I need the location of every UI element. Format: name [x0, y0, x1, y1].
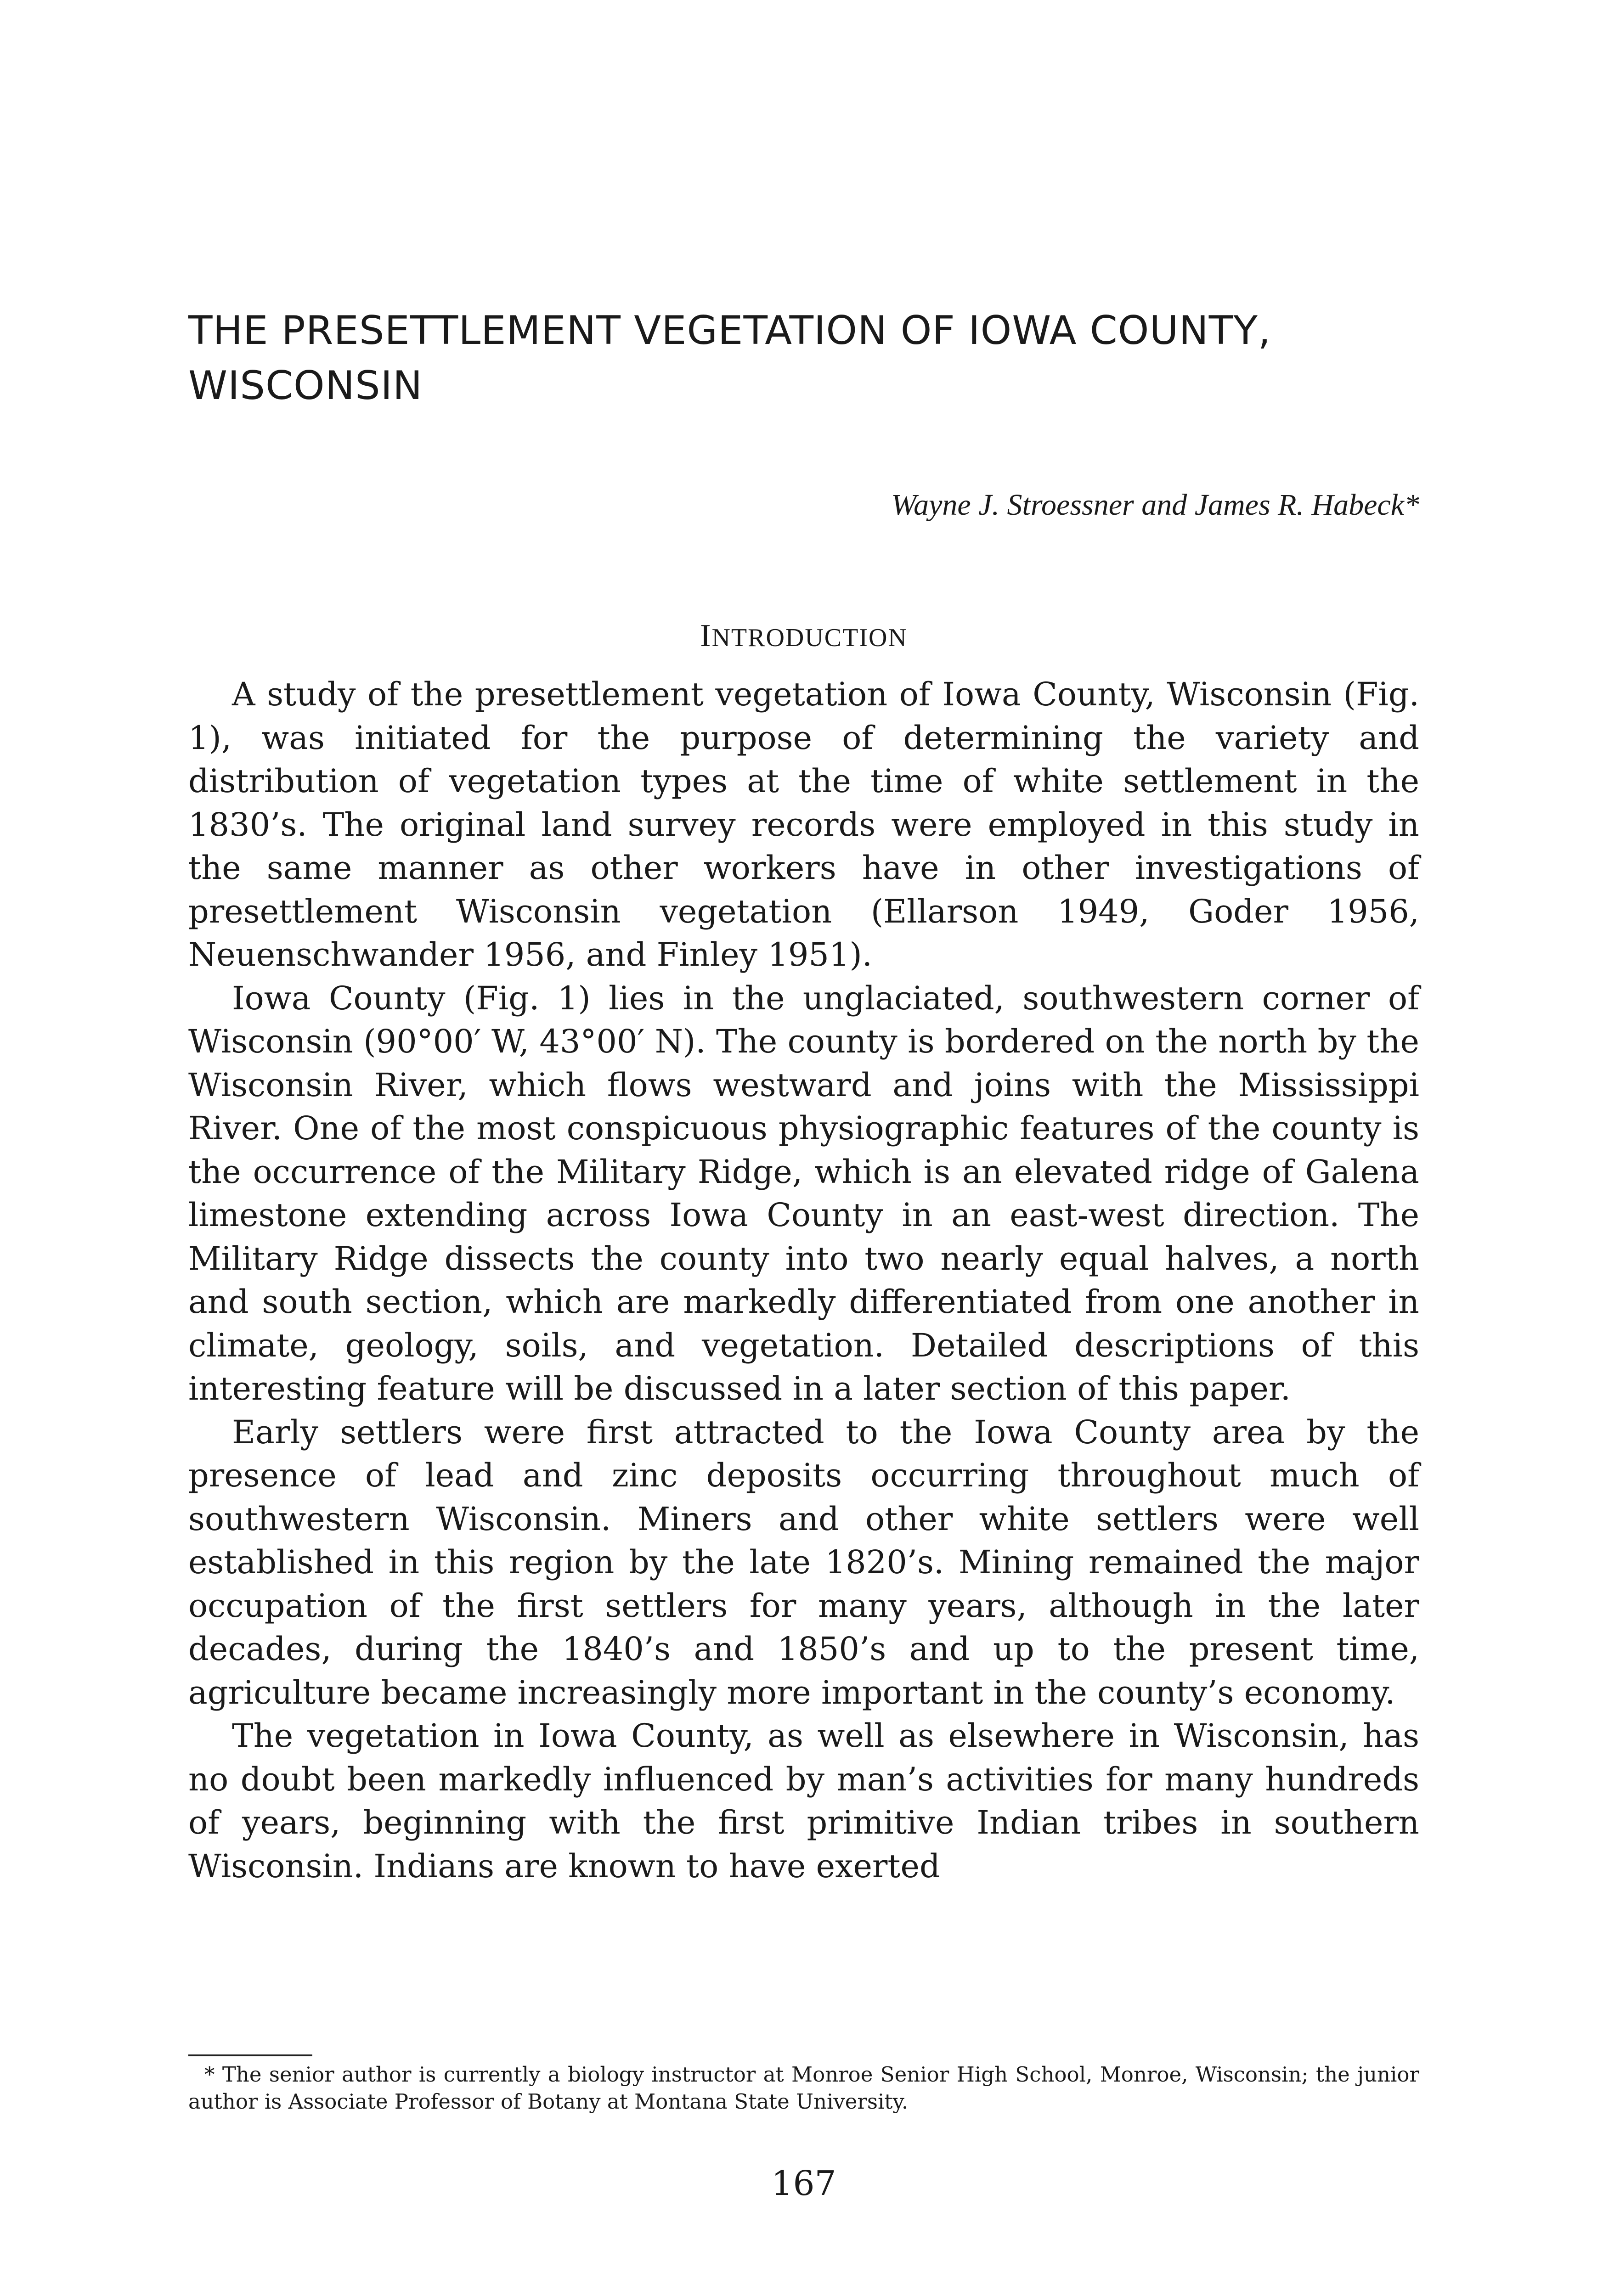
body-text — [188, 673, 1419, 1888]
body-paragraph: Iowa County (Fig. 1) lies in the unglaciated, southwestern corner of Wisconsin (90°00′ W, 43°00′ N). The county is bordered on the north by the Wisconsin River, which flows westward and joins with the Mississippi River. One of the most conspicuous physiographic features of the county is the occurrence of the Military Ridge, which is an elevated ridge of Galena limestone extending across Iowa County in an east-west direction. The Military Ridge dissects the county into two nearly equal halves, a north and south section, which are markedly differentiated from one another in climate, geology, soils, and vegetation. Detailed descriptions of this interesting feature will be discussed in a later section of this paper. — [188, 979, 1419, 1407]
body-paragraph: A study of the presettlement vegetation of Iowa County, Wisconsin (Fig. 1), was initiated for the purpose of determining the variety and distribution of vegetation types at the time of white settlement in the 1830’s. The original land survey records were employed in this study in the same manner as other workers have in other investigations of presettlement Wisconsin vegetation (Ellarson 1949, Goder 1956, Neuenschwander 1956, and Finley 1951). — [188, 675, 1419, 974]
body-paragraph: Early settlers were first attracted to the Iowa County area by the presence of lead and zinc deposits occurring throughout much of southwestern Wisconsin. Miners and other white settlers were well established in this region by the late 1820’s. Mining remained the major occupation of the first settlers for many years, although in the later decades, during the 1840’s and 1850’s and up to the present time, agriculture became increasingly more important in the county’s economy. — [188, 1413, 1419, 1711]
section-heading-initial: I — [700, 618, 712, 653]
article-title: THE PRESETTLEMENT VEGETATION OF IOWA COUNTY, WISCONSIN — [188, 308, 1271, 409]
footnote-divider — [188, 2054, 312, 2056]
body-paragraph: The vegetation in Iowa County, as well as elsewhere in Wisconsin, has no doubt been markedly influenced by man’s activities for many hundreds of years, beginning with the first primitive Indian tribes in southern Wisconsin. Indians are known to have exerted — [188, 1717, 1419, 1885]
section-heading-rest: NTRODUCTION — [711, 624, 908, 652]
paper-page — [188, 0, 1419, 2296]
section-heading-introduction — [188, 615, 1419, 658]
author-footnote: * The senior author is currently a biology instructor at Monroe Senior High School, Monroe, Wisconsin; the junior author is Associate Professor of Botany at Montana State University. — [188, 2062, 1419, 2114]
author-byline: Wayne J. Stroessner and James R. Habeck* — [891, 488, 1419, 522]
page-number: 167 — [771, 2164, 836, 2203]
